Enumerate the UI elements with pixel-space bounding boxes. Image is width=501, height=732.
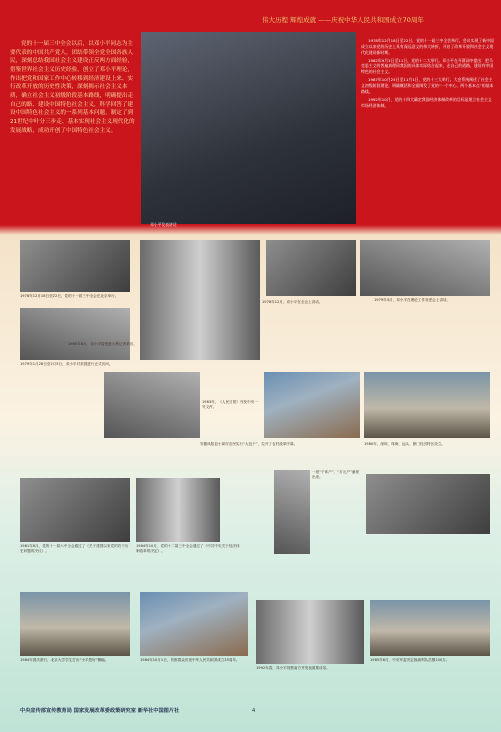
- caption: 1992年春，邓小平视察南方并发表重要谈话。: [256, 666, 330, 670]
- photo-us-visit: [20, 308, 130, 360]
- caption: 安徽凤阳县小岗村农民实行“大包干”，拉开了农村改革序幕。: [200, 442, 298, 446]
- photo-newspaper: [104, 372, 200, 438]
- photo-conference: [360, 240, 490, 296]
- photo-session: [20, 478, 130, 542]
- right-paragraph: 1987年10月25日至11月1日，党的十三大举行。大会系统阐述了社会主义初级阶段理论，明确概括和全面阐发了党的“一个中心、两个基本点”的基本路线。: [361, 77, 494, 94]
- page-number: 4: [252, 708, 256, 714]
- photo-tanks: [370, 600, 490, 656]
- photo-zone: [366, 474, 490, 534]
- caption: 1979年1月28日至2月5日，邓小平对美国进行正式访问。: [20, 362, 113, 366]
- photo-plenum: [20, 240, 130, 292]
- photo-meeting: [266, 240, 356, 296]
- photo-banner: [274, 470, 310, 554]
- right-paragraph: 1992年10月，党的十四大确定我国经济体制改革的目标是建立社会主义市场经济体制。: [361, 96, 492, 108]
- caption: 一批“个体户”、“万元户”涌现出来。: [312, 470, 359, 480]
- photo-market: [256, 600, 364, 664]
- caption: 1984年10月1日，首都群众庆祝中华人民共和国成立35周年。: [140, 658, 240, 662]
- photo-farmers: [136, 478, 220, 542]
- caption: 1984年国庆游行，北京大学学生打出“小平您好”横幅。: [20, 658, 109, 662]
- caption: 1984年10月，党的十二届三中全会通过了《中共中央关于经济体制改革的决定》。: [136, 544, 240, 554]
- hero-caption: 邓小平发表讲话: [150, 222, 177, 227]
- photo-shooting: [20, 592, 130, 656]
- header-title: 伟大历程 辉煌成就 ——庆祝中华人民共和国成立70周年: [262, 16, 424, 24]
- caption: 1978年12月18日至22日，党的十一届三中全会在北京举行。: [20, 294, 119, 298]
- footer-credit: 中央宣传部宣传教育局 国家发展改革委政策研究室 新华社中国图片社: [20, 708, 180, 714]
- intro-text: 党的十一届三中全会以后，以邓小平同志为主要代表的中国共产党人，团结带领全党全国各族人民，深刻总结我国社会主义建设正反两方面经验，借鉴世界社会主义历史经验，创立了邓小平理论，作出把党和国家工作中心转移到经济建设上来、实行改革开放的历史性决策，深刻揭示社会主义本质，确立社会主义初级阶段基本路线，明确提出走自己的路、建设中国特色社会主义，科学回答了建设中国特色社会主义的一系列基本问题，制定了到21世纪中叶分三步走、基本实现社会主义现代化的发展战略，成功开创了中国特色社会主义。: [10, 41, 135, 134]
- right-paragraph: 1982年9月1日至11日，党的十二大举行。邓小平在开幕词中提出：把马克思主义的普遍真理同我国的具体实际结合起来，走自己的道路，建设有中国特色的社会主义。: [361, 57, 494, 75]
- right-text: [361, 38, 494, 110]
- caption: 1980年8月，邓小平接受意大利记者采访。: [68, 342, 137, 346]
- caption: 1980年，深圳、珠海、汕头、厦门经济特区设立。: [364, 442, 446, 446]
- photo-explosion: [364, 372, 490, 438]
- caption: 1979年3月，邓小平在理论工作务虚会上讲话。: [374, 298, 451, 302]
- caption: 1983年，《人民日报》刊发中央一号文件。: [202, 400, 258, 410]
- hero-photo: [141, 32, 356, 224]
- right-paragraph: 1978年12月18日至22日，党的十一届三中全会举行。会议实现了新中国成立以来党的历史上具有深远意义的伟大转折，开启了改革开放和社会主义现代化建设新时期。: [361, 38, 494, 55]
- photo-village: [264, 372, 360, 438]
- photo-parade: [140, 592, 248, 656]
- caption: 1985年6月，中央军委决定裁减军队员额100万。: [370, 658, 450, 662]
- caption: 1981年6月，党的十一届六中全会通过了《关于建国以来党的若干历史问题的决议》。: [20, 544, 129, 554]
- caption: 1978年12月，邓小平在全会上讲话。: [262, 300, 323, 304]
